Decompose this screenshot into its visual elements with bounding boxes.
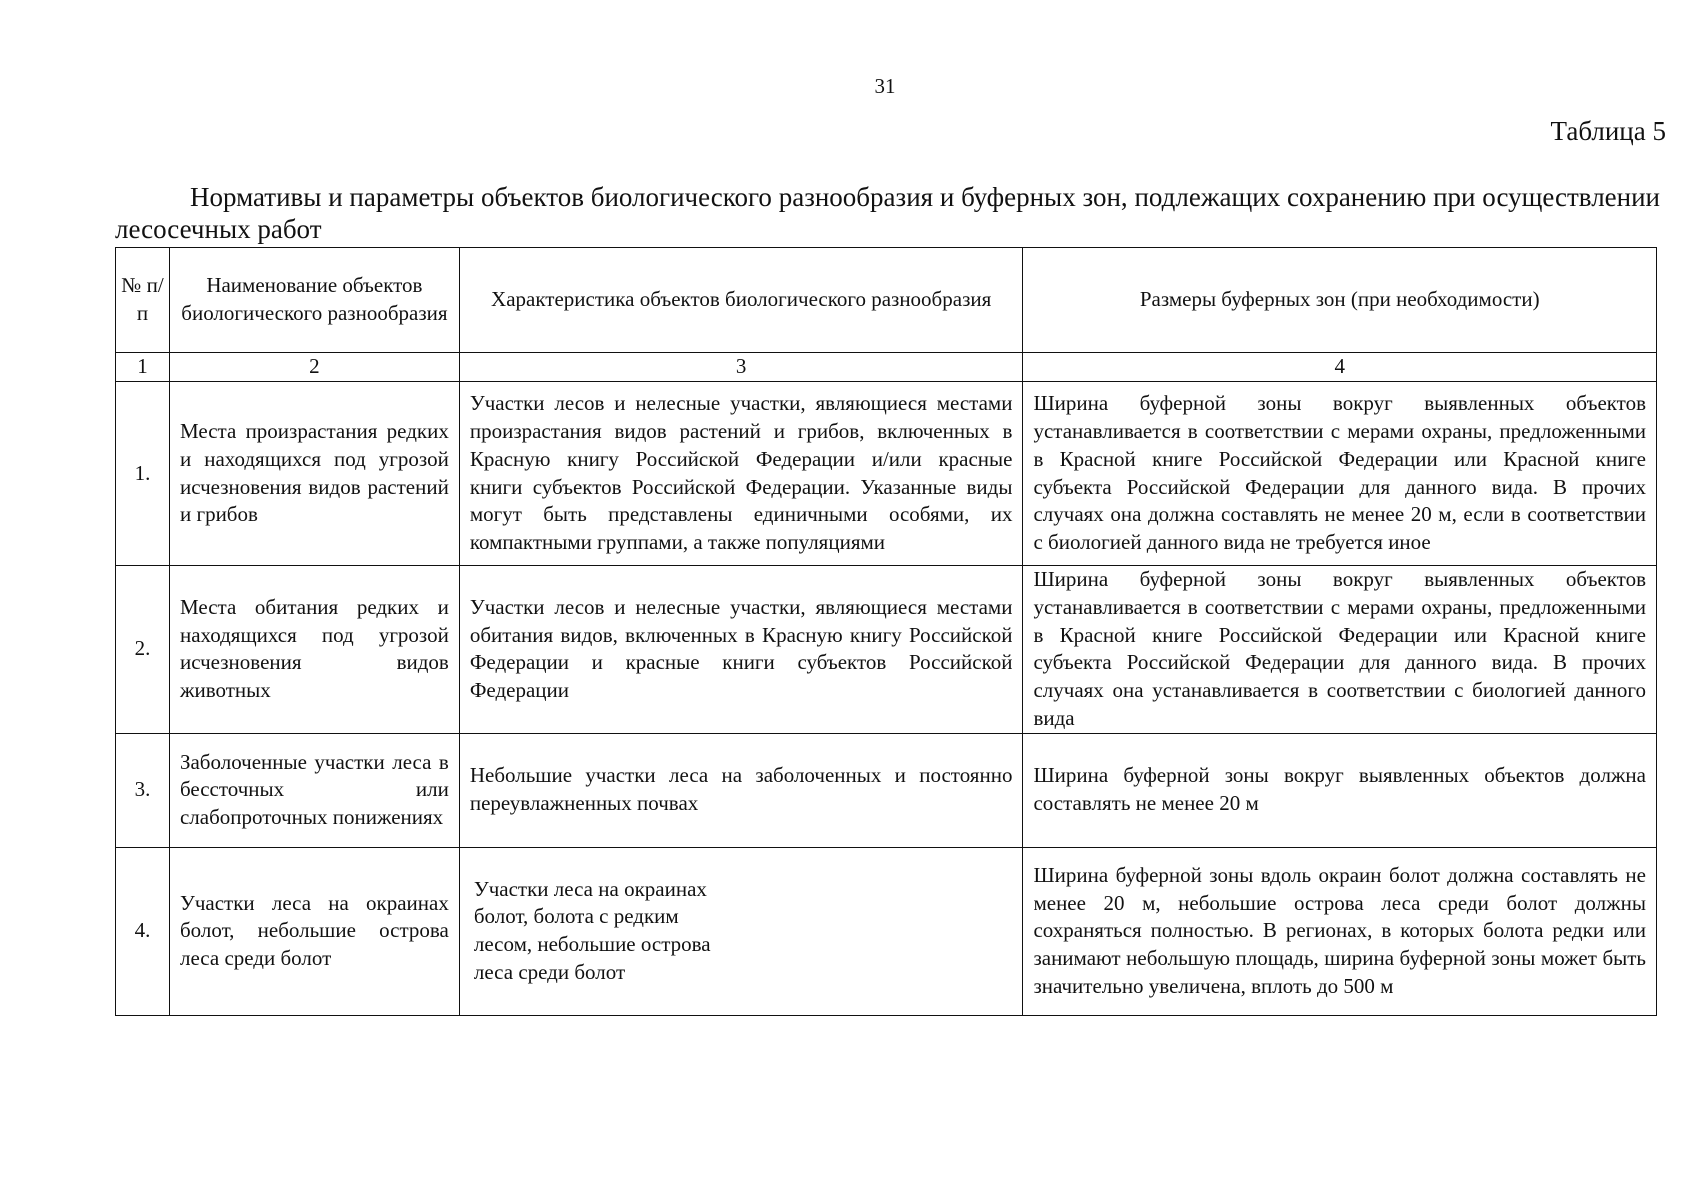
header-row — [116, 248, 1657, 353]
object-characteristic: Участки лесов и нелесные участки, являющиеся местами произрастания видов растений и грибов, включенных в Красную книгу Российской Федерации и/или красные книги субъектов Российской Федерации. Указанные виды могут быть представлены единичными особями, их компактными группами, а также популяциями — [459, 382, 1023, 566]
characteristic-line: Участки леса на окраинах — [473, 876, 707, 901]
row-number: 4. — [116, 847, 170, 1015]
table-row — [116, 382, 1657, 566]
column-number: 4 — [1023, 353, 1657, 382]
object-characteristic — [459, 847, 1023, 1015]
header-characteristic: Характеристика объектов биологического разнообразия — [459, 248, 1023, 353]
buffer-zone-size: Ширина буферной зоны вокруг выявленных объектов устанавливается в соответствии с мерами охраны, предложенными в Красной книге Российской Федерации или Красной книге субъекта Российской Федерации для данного вида. В прочих случаях она устанавливается в соответствии с биологией данного вида — [1023, 566, 1657, 734]
characteristic-line: лесом, небольшие острова — [473, 932, 711, 957]
characteristic-line: леса среди болот — [473, 960, 626, 985]
row-number: 2. — [116, 566, 170, 734]
header-buffer: Размеры буферных зон (при необходимости) — [1023, 248, 1657, 353]
buffer-zone-size: Ширина буферной зоны вокруг выявленных объектов устанавливается в соответствии с мерами охраны, предложенными в Красной книге Российской Федерации или Красной книге субъекта Российской Федерации для данного вида. В прочих случаях она должна составлять не менее 20 м, если в соответствии с биологией данного вида не требуется иное — [1023, 382, 1657, 566]
buffer-zone-size: Ширина буферной зоны вокруг выявленных объектов должна составлять не менее 20 м — [1023, 733, 1657, 847]
biodiversity-table — [115, 247, 1657, 1016]
object-characteristic: Участки лесов и нелесные участки, являющиеся местами обитания видов, включенных в Красную книгу Российской Федерации и красные книги субъектов Российской Федерации — [459, 566, 1023, 734]
object-name: Места обитания редких и находящихся под угрозой исчезновения видов животных — [169, 566, 459, 734]
column-number-row — [116, 353, 1657, 382]
table-row — [116, 566, 1657, 734]
row-number: 1. — [116, 382, 170, 566]
column-number: 3 — [459, 353, 1023, 382]
object-name: Места произрастания редких и находящихся под угрозой исчезновения видов растений и грибов — [169, 382, 459, 566]
object-characteristic: Небольшие участки леса на заболоченных и постоянно переувлажненных почвах — [459, 733, 1023, 847]
header-name: Наименование объектов биологического разнообразия — [169, 248, 459, 353]
buffer-zone-size: Ширина буферной зоны вдоль окраин болот должна составлять не менее 20 м, небольшие острова леса среди болот должны сохраняться полностью. В регионах, в которых болота редки или занимают небольшую площадь, ширина буферной зоны может быть значительно увеличена, вплоть до 500 м — [1023, 847, 1657, 1015]
table-label: Таблица 5 — [1550, 116, 1666, 146]
table-row — [116, 847, 1657, 1015]
column-number: 1 — [116, 353, 170, 382]
characteristic-line: болот, болота с редким — [473, 904, 679, 929]
object-name: Заболоченные участки леса в бессточных или слабопроточных понижениях — [169, 733, 459, 847]
document-title: Нормативы и параметры объектов биологического разнообразия и буферных зон, подлежащих сохранению при осуществлении лесосечных работ — [115, 182, 1660, 244]
page-number: 31 — [874, 74, 896, 98]
column-number: 2 — [169, 353, 459, 382]
object-name: Участки леса на окраинах болот, небольшие острова леса среди болот — [169, 847, 459, 1015]
row-number: 3. — [116, 733, 170, 847]
table-row — [116, 733, 1657, 847]
header-number: № п/п — [116, 248, 170, 353]
